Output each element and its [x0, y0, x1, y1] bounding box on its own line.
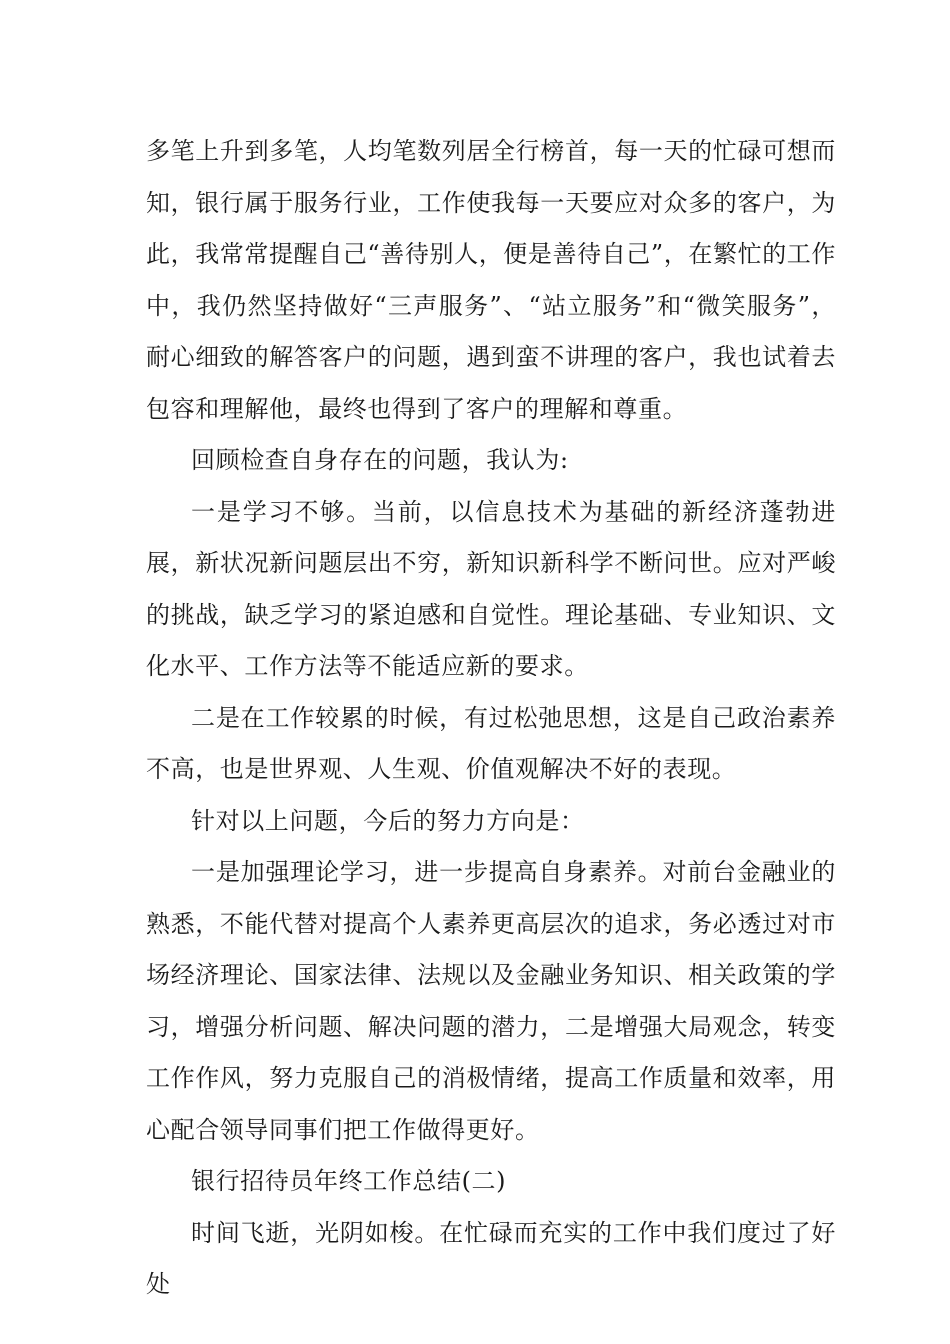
paragraph-section-two-start: 时间飞逝，光阴如梭。在忙碌而充实的工作中我们度过了好处	[146, 1218, 836, 1298]
section-heading: 银行招待员年终工作总结(二)	[191, 1167, 507, 1195]
paragraph-problem-two: 二是在工作较累的时候，有过松弛思想，这是自己政治素养不高，也是世界观、人生观、价值观解决不好的表现。	[146, 703, 836, 783]
paragraph-continued: 多笔上升到多笔，人均笔数列居全行榜首，每一天的忙碌可想而知，银行属于服务行业，工作使我每一天要应对众多的客户，为此，我常常提醒自己“善待别人，便是善待自己”，在繁忙的工作中，我仍然坚持做好“三声服务”、“站立服务”和“微笑服务”，耐心细致的解答客户的问题，遇到蛮不讲理的客户，我也试着去包容和理解他，最终也得到了客户的理解和尊重。	[146, 137, 836, 423]
paragraph-problems-intro: 回顾检查自身存在的问题，我认为:	[191, 446, 569, 474]
document-body	[146, 126, 836, 1311]
paragraph-direction-intro: 针对以上问题，今后的努力方向是：	[191, 806, 585, 835]
paragraph-direction-one: 一是加强理论学习，进一步提高自身素养。对前台金融业的熟悉，不能代替对提高个人素养更高层次的追求，务必透过对市场经济理论、国家法律、法规以及金融业务知识、相关政策的学习，增强分析问题、解决问题的潜力，二是增强大局观念，转变工作作风，努力克服自己的消极情绪，提高工作质量和效率，用心配合领导同事们把工作做得更好。	[146, 858, 836, 1144]
paragraph-problem-one: 一是学习不够。当前，以信息技术为基础的新经济蓬勃进展，新状况新问题层出不穷，新知识新科学不断问世。应对严峻的挑战，缺乏学习的紧迫感和自觉性。理论基础、专业知识、文化水平、工作方法等不能适应新的要求。	[146, 497, 836, 680]
